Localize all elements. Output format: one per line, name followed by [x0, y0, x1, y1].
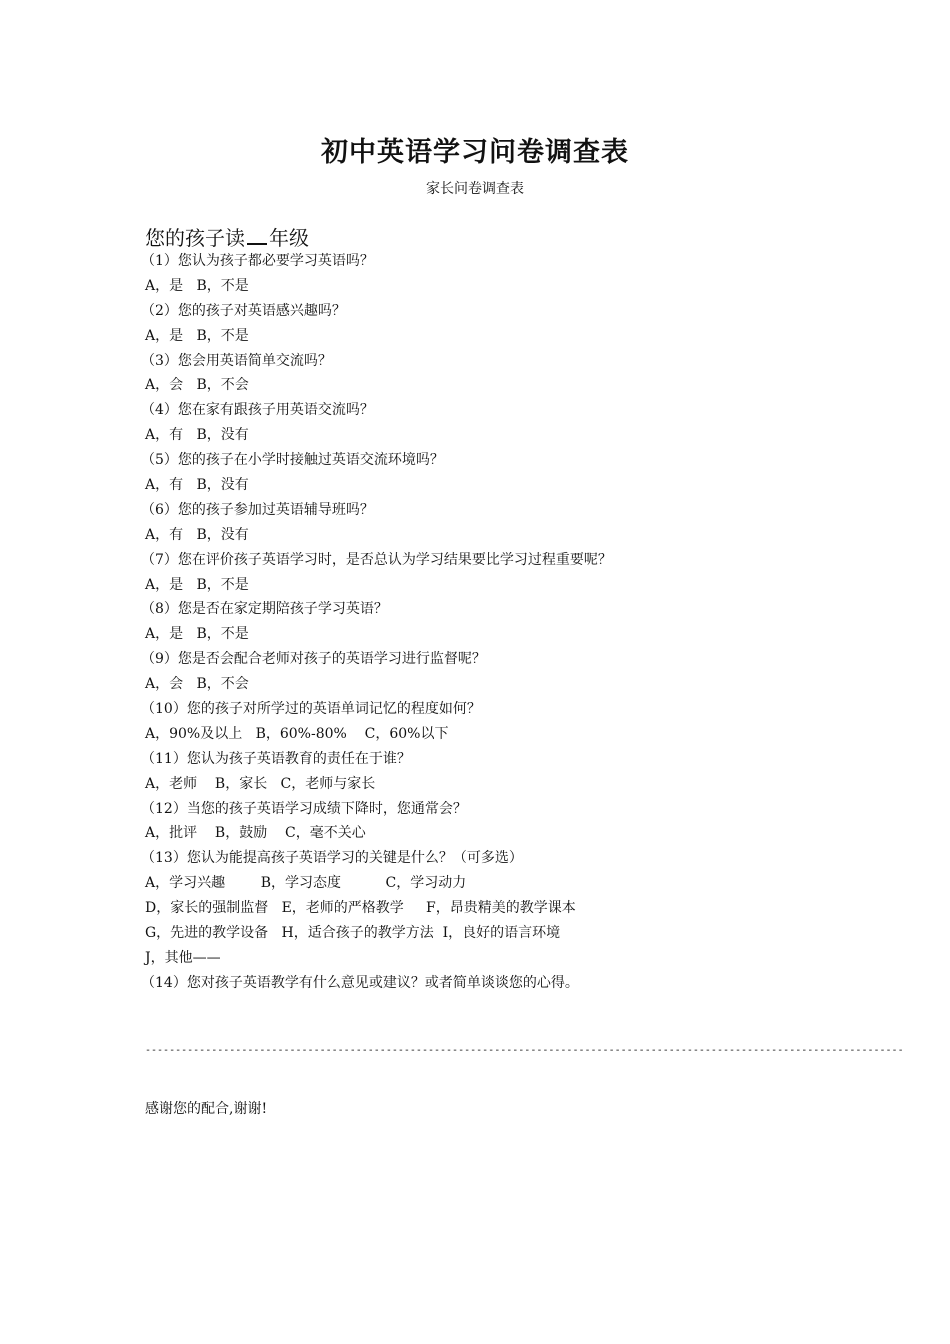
question-11: （11）您认为孩子英语教育的责任在于谁？: [141, 750, 411, 767]
question-12: （12）当您的孩子英语学习成绩下降时，您通常会？: [141, 800, 467, 817]
question-9: （9）您是否会配合老师对孩子的英语学习进行监督呢？: [141, 651, 486, 668]
answer-6: A，有 B，没有: [145, 526, 249, 543]
answer-5: A，有 B，没有: [145, 477, 249, 494]
question-13: （13）您认为能提高孩子英语学习的关键是什么？（可多选）: [141, 850, 523, 867]
answer-9: A，会 B，不会: [145, 676, 249, 693]
question-10: （10）您的孩子对所学过的英语单词记忆的程度如何？: [141, 701, 481, 718]
question-1: （1）您认为孩子都必要学习英语吗？: [141, 253, 374, 269]
answer-13-row-1: A，学习兴趣 B，学习态度 C，学习动力: [145, 875, 467, 892]
question-7: （7）您在评价孩子英语学习时，是否总认为学习结果要比学习过程重要呢？: [141, 551, 612, 568]
question-2: （2）您的孩子对英语感兴趣吗？: [141, 302, 346, 319]
question-5: （5）您的孩子在小学时接触过英语交流环境吗？: [141, 452, 444, 469]
thanks-note: 感谢您的配合,谢谢!: [145, 1101, 268, 1117]
question-6: （6）您的孩子参加过英语辅导班吗？: [141, 501, 374, 518]
page-subtitle: 家长问卷调查表: [426, 181, 524, 197]
grade-prefix: 您的孩子读: [145, 226, 245, 250]
answer-2: A，是 B，不是: [145, 327, 249, 344]
answer-8: A，是 B，不是: [145, 626, 249, 643]
question-3: （3）您会用英语简单交流吗？: [141, 352, 332, 369]
grade-line: [145, 222, 309, 251]
answer-13-row-4: J，其他——: [145, 949, 221, 966]
answer-3: A，会 B，不会: [145, 377, 249, 394]
dashed-divider: ------------------------------------------------------------------------------------------------------------------------------: [145, 1045, 904, 1056]
grade-suffix: 年级: [269, 226, 309, 250]
answer-13-row-2: D，家长的强制监督 E，老师的严格教学 F，昂贵精美的教学课本: [145, 900, 576, 917]
question-list: [141, 249, 805, 996]
answer-10: A，90%及以上 B，60%-80% C，60%以下: [145, 725, 449, 742]
grade-blank: [247, 227, 267, 245]
answer-1: A，是 B，不是: [145, 277, 249, 294]
answer-12: A，批评 B，鼓励 C，毫不关心: [145, 825, 366, 842]
answer-11: A，老师 B，家长 C，老师与家长: [145, 775, 376, 792]
question-4: （4）您在家有跟孩子用英语交流吗？: [141, 402, 374, 419]
question-8: （8）您是否在家定期陪孩子学习英语？: [141, 601, 388, 618]
answer-13-row-3: G，先进的教学设备 H，适合孩子的教学方法 I，良好的语言环境: [145, 925, 561, 942]
answer-4: A，有 B，没有: [145, 427, 249, 444]
answer-7: A，是 B，不是: [145, 576, 249, 593]
question-14: （14）您对孩子英语教学有什么意见或建议？或者简单谈谈您的心得。: [141, 974, 579, 991]
page-title: 初中英语学习问卷调查表: [321, 137, 629, 168]
